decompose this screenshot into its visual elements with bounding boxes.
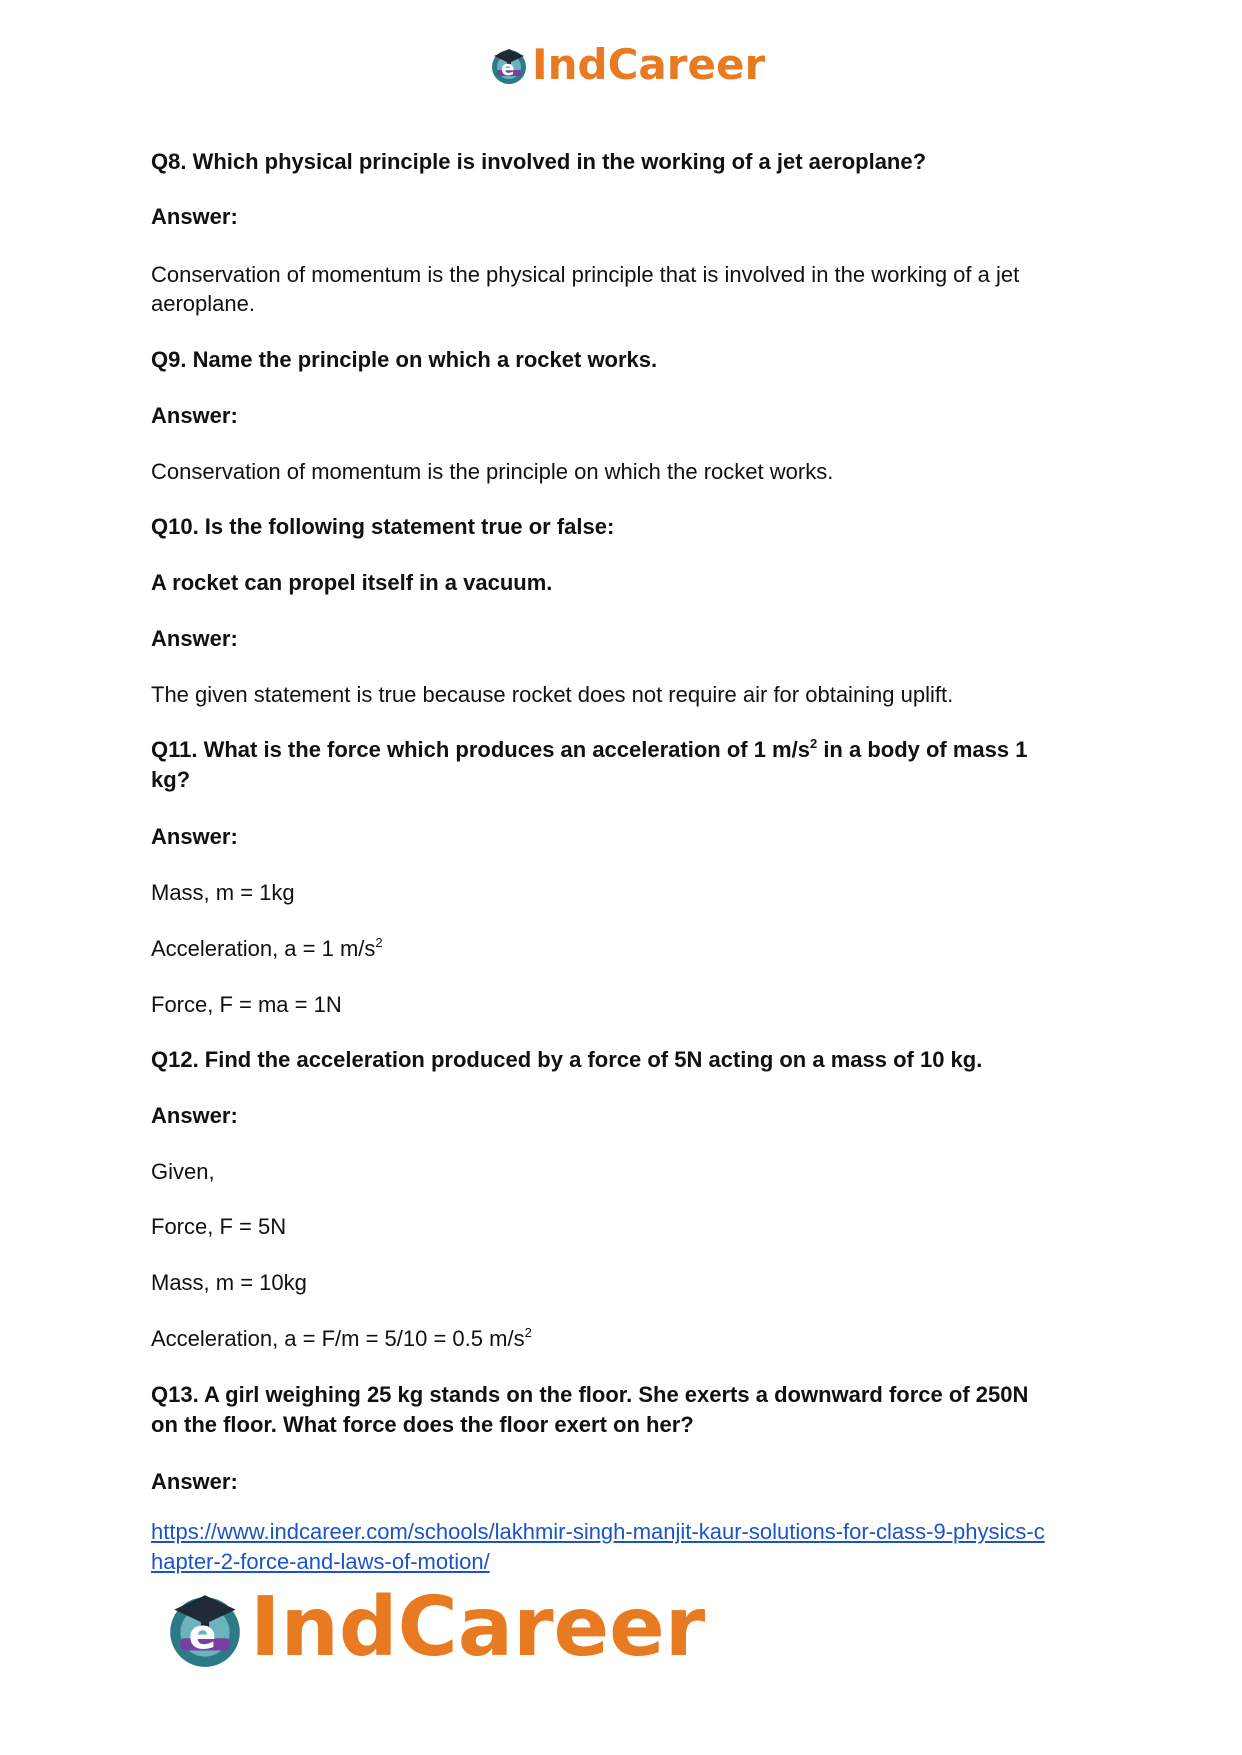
- answer-label: Answer:: [151, 204, 238, 229]
- footer-logo-text: IndCareer: [250, 1580, 706, 1675]
- footer-logo: [162, 1580, 705, 1675]
- source-link-line2: [151, 1547, 490, 1577]
- source-link[interactable]: https://www.indcareer.com/schools/lakhmir-singh-manjit-kaur-solutions-for-class-9-physics-c: [151, 1519, 1045, 1544]
- question-12: Q12. Find the acceleration produced by a force of 5N acting on a mass of 10 kg.: [151, 1047, 983, 1072]
- svg-text:e: e: [501, 55, 515, 80]
- superscript: 2: [809, 736, 818, 751]
- question-13-line2: on the floor. What force does the floor exert on her?: [151, 1412, 694, 1437]
- answer-11-force: Force, F = ma = 1N: [151, 992, 342, 1017]
- answer-11-acceleration-text: Acceleration, a = 1 m/s: [151, 936, 376, 961]
- superscript: 2: [524, 1325, 532, 1340]
- question-9: Q9. Name the principle on which a rocket works.: [151, 347, 658, 372]
- graduation-cap-icon: [488, 44, 530, 86]
- question-11-text: Q11. What is the force which produces an acceleration of 1 m/s: [151, 737, 810, 762]
- question-11-line2: kg?: [151, 767, 191, 792]
- question-13-line1: Q13. A girl weighing 25 kg stands on the floor. She exerts a downward force of 250N: [151, 1382, 1029, 1407]
- answer-label: Answer:: [151, 403, 238, 428]
- question-10-line1: Q10. Is the following statement true or false:: [151, 514, 615, 539]
- answer-10: The given statement is true because rocket does not require air for obtaining uplift.: [151, 682, 954, 707]
- answer-12-acceleration-text: Acceleration, a = F/m = 5/10 = 0.5 m/s: [151, 1326, 525, 1351]
- question-11-line1: [151, 735, 1027, 765]
- answer-label: Answer:: [151, 1469, 238, 1494]
- question-11-text-cont: in a body of mass 1: [817, 737, 1028, 762]
- answer-12-acceleration: [151, 1324, 532, 1354]
- answer-label: Answer:: [151, 1103, 238, 1128]
- answer-11-acceleration: [151, 934, 383, 964]
- svg-text:e: e: [188, 1609, 217, 1658]
- source-link-line1: [151, 1517, 1045, 1547]
- answer-9: Conservation of momentum is the principle on which the rocket works.: [151, 459, 834, 484]
- question-10-line2: A rocket can propel itself in a vacuum.: [151, 570, 553, 595]
- answer-label: Answer:: [151, 626, 238, 651]
- answer-label: Answer:: [151, 824, 238, 849]
- source-link-continued[interactable]: hapter-2-force-and-laws-of-motion/: [151, 1549, 490, 1574]
- header-logo: [488, 40, 765, 89]
- header-logo-text: IndCareer: [532, 40, 766, 89]
- graduation-cap-icon: [162, 1585, 248, 1671]
- answer-8-line2: aeroplane.: [151, 291, 255, 316]
- answer-8-line1: Conservation of momentum is the physical principle that is involved in the working of a jet: [151, 262, 1020, 287]
- answer-12-given: Given,: [151, 1159, 215, 1184]
- answer-12-mass: Mass, m = 10kg: [151, 1270, 307, 1295]
- superscript: 2: [375, 935, 383, 950]
- answer-12-force: Force, F = 5N: [151, 1214, 287, 1239]
- question-8: Q8. Which physical principle is involved in the working of a jet aeroplane?: [151, 149, 927, 174]
- answer-11-mass: Mass, m = 1kg: [151, 880, 295, 905]
